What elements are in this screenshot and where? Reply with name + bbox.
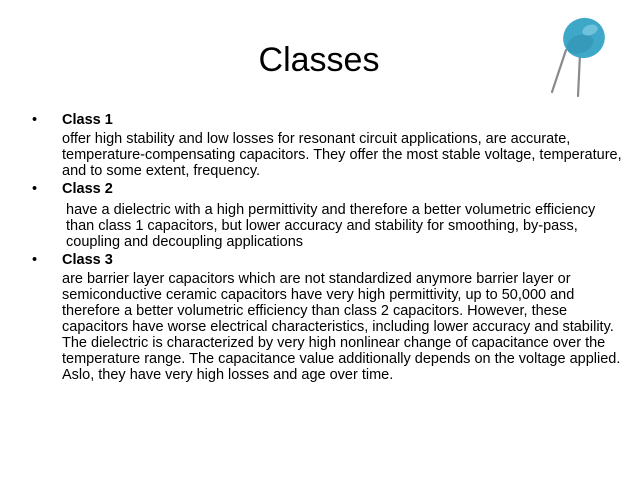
- capacitor-image: [540, 10, 620, 102]
- bullet-body: are barrier layer capacitors which are not standardized anymore barrier layer or semiconductive ceramic capacitors have very high permittivity, up to 50,000 and therefore a better volumetric efficiency than class 2 capacitors. However, these capacitors have worse electrical characteristics, including lower accuracy and stability. The dielectric is characterized by very high nonlinear change of capacitance over the temperature range. The capacitance value additionally depends on the voltage applied. Aslo, they have very high losses and age over time.: [62, 270, 621, 383]
- slide-title: Classes: [258, 41, 380, 79]
- list-item-class-1: [30, 112, 625, 179]
- bullet-body: have a dielectric with a high permittivity and therefore a better volumetric efficiency than class 1 capacitors, but lower accuracy and stability for smoothing, by-pass, coupling and decoupling applications: [66, 202, 596, 250]
- bullet-dot-icon: •: [32, 112, 38, 128]
- bullet-list: [30, 112, 625, 385]
- bullet-dot-icon: •: [32, 252, 38, 268]
- bullet-heading: Class 3: [62, 252, 113, 268]
- capacitor-lead-right: [578, 54, 580, 96]
- list-item-class-3: [30, 252, 625, 383]
- list-item-class-2: [30, 181, 625, 251]
- bullet-dot-icon: •: [32, 180, 38, 197]
- bullet-heading: Class 2: [62, 180, 113, 197]
- bullet-heading: Class 1: [62, 112, 113, 128]
- capacitor-lead-left: [552, 50, 566, 92]
- bullet-body: offer high stability and low losses for resonant circuit applications, are accurate, temperature-compensating capacitors. They offer the most stable voltage, temperature, and to some extent, frequency.: [62, 130, 622, 179]
